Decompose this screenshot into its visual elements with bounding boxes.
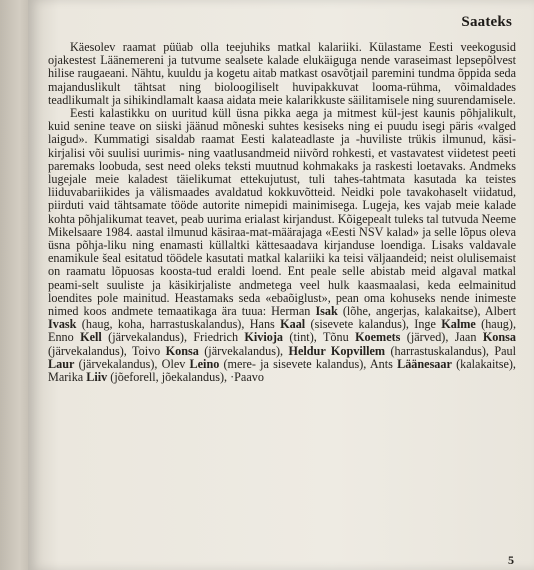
person-name: Kaal (280, 317, 306, 332)
person-name: Konsa (482, 330, 517, 345)
person-name: Isak (315, 304, 338, 319)
text-run: (järvekalandus), Toivo (48, 343, 166, 358)
body-text (48, 41, 516, 384)
text-run: (kalakaitse), Marika (48, 356, 516, 385)
text-run: (järved), Jaan (400, 330, 483, 345)
text-run: (mere- ja sisevete kalandus), Ants (219, 356, 398, 371)
person-name: Konsa (165, 343, 199, 358)
text-run: (järvekalandus), Friedrich (101, 330, 245, 345)
book-page (28, 0, 534, 570)
person-name: Leino (189, 356, 220, 371)
text-run: (harrastuskalandus), Paul (385, 343, 516, 358)
text-run: (tint), Tõnu (283, 330, 356, 345)
person-name: Ivask (48, 317, 77, 332)
text-run: (sisevete kalandus), Inge (305, 317, 442, 332)
person-name: Kalme (441, 317, 476, 332)
text-run: Eesti kalastikku on uuritud küll üsna pikka aega ja mitmest kül-jest kaunis põhjalikult, kuid seninе teave on siiski jäänud mõneski suhtes kesiseks ning ei puudu isegi päris «valged laigud». Kummatigi sisaldab raamat Eesti kalateadlaste ja -huviliste trükis ilmunud, käsi-kirjalisi või suulisi uurimis- ning vaatlusandmeid niivõrd rohkesti, et vastavatest viidetest peeti paremaks loobuda, sest need oleks teksti muutnud kohmakaks ja raskesti loetavaks. Andmeks lugejale meie kaladest täielikumat ettekujutust, tuli tahes-tahtmata kasutada ka teistes liiduvabariikides ja välismaades avaldatud kokkuvõtteid. Neidki pole tavakohaselt viidatud, piirduti vaid tähtsamate tööde autorite nimepidi mainimisega. Lugeja, kes vajab meie kalade kohta põhjalikumat teavet, peab uurima erialast kirjandust. Kõigepealt tuleks tal tutvuda Neeme Mikelsaare 1984. aastal ilmunud käsiraa-mat-määrajaga «Eesti NSV kalad» ja selle lõpus oleva üsna põhja-liku ning enamasti küllaltki kättesaadava kirjanduse loendiga. Lisaks valdavale enamikule šeal esitatud töödele kasutati matkal kalariiki ka teisi väljaandeid; neist olulisemaist on raamatu lõpuosas koosta-tud eraldi loend. Ent peale selle abistab meid algaval matkal peami-selt suuliste ja käsikirjaliste andmetega veel hulk kaasmaalasi, keda eelmainitud loendites pole mainitud. Heastamaks seda «ebaõiglust», pean oma kohuseks nende inimeste nimed koos andmete temaatikaga ära tuua: Herman (48, 106, 516, 319)
book-spine-shadow (0, 0, 28, 570)
text-run: (jõeforell, jõekalandus), ·Paavo (107, 370, 264, 385)
person-name: Kell (80, 330, 102, 345)
page-number: 5 (508, 553, 514, 567)
person-name: Liiv (86, 370, 108, 385)
person-name: Heldur Kopvillem (288, 343, 386, 358)
text-run: (lõhe, angerjas, kalakaitse), Albert (337, 304, 516, 319)
text-run: (järvekalandus), (198, 343, 289, 358)
paragraph-1 (48, 41, 516, 107)
person-name: Koemets (355, 330, 401, 345)
text-run: Käesolev raamat püüab olla teejuhiks matkal kalariiki. Külastame Eesti veekogusid ojakestest Läänemereni ja tutvume sealsete kalade elukäiguga nende varaseimast lepsepõlvest hilise raugaeani. Nähtu, kuuldu ja kogetu aitab matkast osavõtjail paremini tundma õppida seda majanduslikult tähtsat ning bioloogiliselt huvipakkuvat looma-rühma, võimaldades teadlikumalt ja sihikindlamalt kaasa aidata meie kalarikkuste säilitamisele ning suurendamisele. (48, 40, 516, 107)
person-name: Läänesaar (397, 356, 452, 371)
person-name: Laur (48, 356, 75, 371)
section-heading: Saateks (461, 14, 512, 30)
text-run: (järvekalandus), Olev (74, 356, 190, 371)
text-run: (haug), Enno (48, 317, 516, 345)
text-run: (haug, koha, harrastuskalandus), Hans (76, 317, 281, 332)
person-name: Kivioja (244, 330, 284, 345)
paragraph-2 (48, 107, 516, 384)
